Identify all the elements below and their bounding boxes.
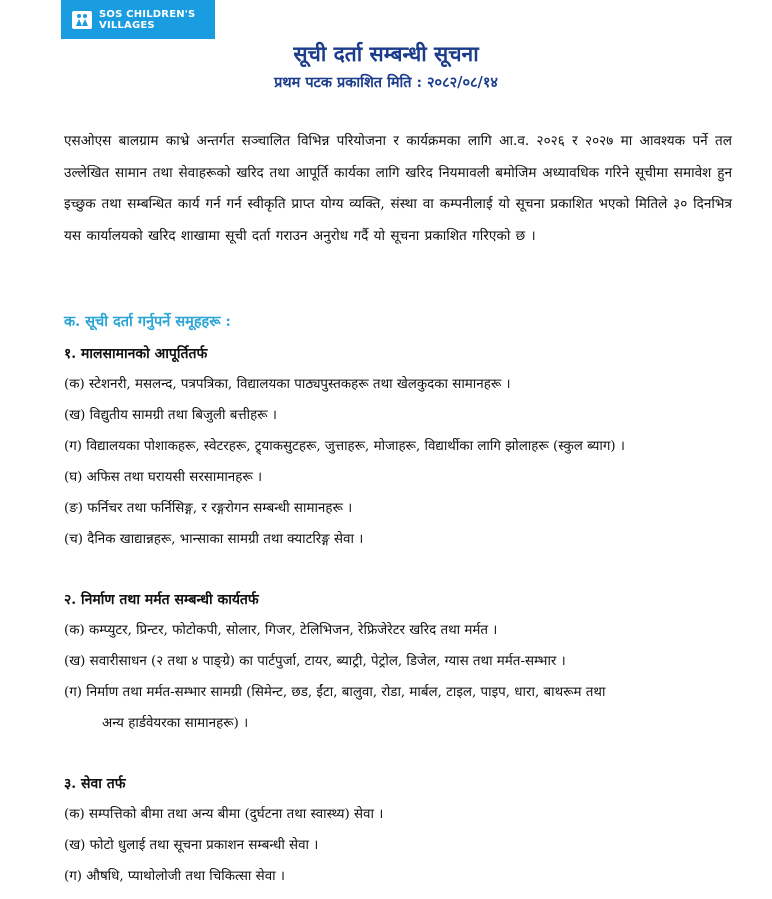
sos-logo [61,0,215,39]
logo-line1: SOS CHILDREN'S [99,8,196,20]
section-heading-groups: क. सूची दर्ता गर्नुपर्ने समूहहरू : [64,313,231,330]
list-item: (ग) निर्माण तथा मर्मत-सम्भार सामग्री (सिमेन्ट, छड, ईंटा, बालुवा, रोडा, मार्बल, टाइल, पाइप, धारा, बाथरूम तथा [64,685,606,700]
list-item: (ख) विद्युतीय सामग्री तथा बिजुली बत्तीहरू । [64,408,277,423]
group-heading-services: ३. सेवा तर्फ [64,776,126,792]
list-item: (ख) फोटो धुलाई तथा सूचना प्रकाशन सम्बन्धी सेवा । [64,838,319,853]
list-item: (ग) विद्यालयका पोशाकहरू, स्वेटरहरू, ट्र्याकसुटहरू, जुत्ताहरू, मोजाहरू, विद्यार्थीका लागि झोलाहरू (स्कुल ब्याग) । [64,439,625,454]
list-item-continuation: अन्य हार्डवेयरका सामानहरू) । [102,716,249,731]
intro-paragraph: एसओएस बालग्राम काभ्रे अन्तर्गत सञ्चालित विभिन्न परियोजना र कार्यक्रमका लागि आ.व. २०२६ र २०२७ मा आवश्यक पर्ने तल उल्लेखित सामान तथा सेवाहरूको खरिद तथा आपूर्ति कार्यका लागि खरिद नियमावली बमोजिम अध्यावधिक गरिने सूचीमा समावेश हुन इच्छुक तथा सम्बन्धित कार्य गर्न गर्न स्वीकृति प्राप्त योग्य व्यक्ति, संस्था वा कम्पनीलाई यो सूचना प्रकाशित भएको मितिले ३० दिनभित्र यस कार्यालयको खरिद शाखामा सूची दर्ता गराउन अनुरोध गर्दै यो सूचना प्रकाशित गरिएको छ । [64,133,732,244]
list-item: (ङ) फर्निचर तथा फर्निसिङ्ग, र रङ्गरोगन सम्बन्धी सामानहरू । [64,501,353,516]
logo-text [99,9,195,31]
children-house-icon [71,10,93,30]
list-item: (घ) अफिस तथा घरायसी सरसामानहरू । [64,470,263,485]
publish-date: प्रथम पटक प्रकाशित मिति : २०८२/०८/१४ [274,74,498,91]
notice-title: सूची दर्ता सम्बन्धी सूचना [293,41,479,66]
list-item: (क) सम्पत्तिको बीमा तथा अन्य बीमा (दुर्घटना तथा स्वास्थ्य) सेवा । [64,807,384,822]
group-heading-goods: १. मालसामानको आपूर्तितर्फ [64,346,208,362]
list-item: (क) स्टेशनरी, मसलन्द, पत्रपत्रिका, विद्यालयका पाठ्यपुस्तकहरू तथा खेलकुदका सामानहरू । [64,377,511,392]
list-item: (ख) सवारीसाधन (२ तथा ४ पाङ्ग्रे) का पार्टपुर्जा, टायर, ब्याट्री, पेट्रोल, डिजेल, ग्यास तथा मर्मत-सम्भार । [64,654,566,669]
list-item: (क) कम्प्युटर, प्रिन्टर, फोटोकपी, सोलार, गिजर, टेलिभिजन, रेफ्रिजेरेटर खरिद तथा मर्मत । [64,623,498,638]
group-heading-construction: २. निर्माण तथा मर्मत सम्बन्धी कार्यतर्फ [64,592,259,608]
list-item: (च) दैनिक खाद्यान्नहरू, भान्साका सामग्री तथा क्याटरिङ्ग सेवा । [64,532,364,547]
list-item: (ग) औषधि, प्याथोलोजी तथा चिकित्सा सेवा । [64,869,285,884]
logo-line2: VILLAGES [99,19,155,31]
